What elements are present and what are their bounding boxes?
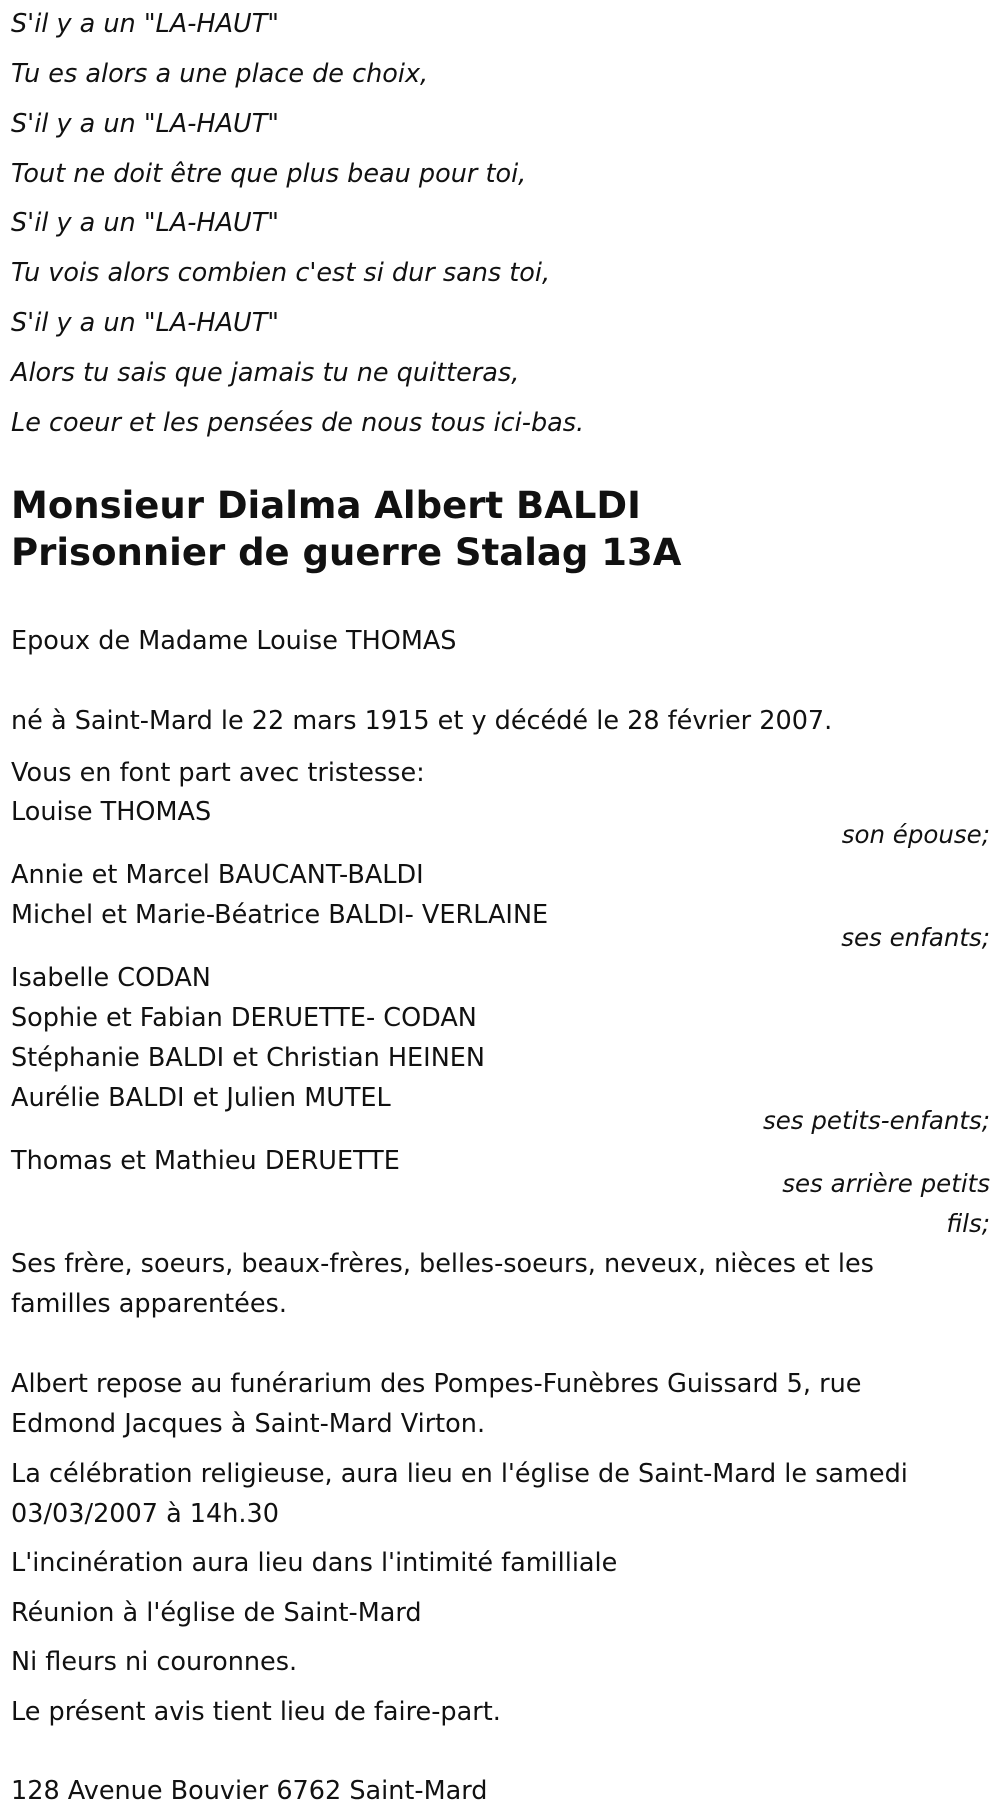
family-name: Isabelle CODAN [11,963,211,993]
family-role: ses arrière petits [782,1169,990,1198]
relatives-line: familles apparentées. [11,1289,287,1319]
poem-line: Alors tu sais que jamais tu ne quitteras, [11,358,520,388]
repose-line: Edmond Jacques à Saint-Mard Virton. [11,1409,486,1439]
cremation-line: L'incinération aura lieu dans l'intimité familliale [11,1548,618,1578]
poem-line: S'il y a un "LA-HAUT" [11,308,279,338]
meeting-line: Réunion à l'église de Saint-Mard [11,1598,422,1628]
relatives-line: Ses frère, soeurs, beaux-frères, belles-soeurs, neveux, nièces et les [11,1249,874,1279]
family-name: Sophie et Fabian DERUETTE- CODAN [11,1003,477,1033]
family-name: Stéphanie BALDI et Christian HEINEN [11,1043,485,1073]
poem-line: Le coeur et les pensées de nous tous ici-bas. [11,408,585,438]
deceased-subtitle: Prisonnier de guerre Stalag 13A [11,531,682,574]
family-role: fils; [946,1209,990,1238]
ceremony-line: 03/03/2007 à 14h.30 [11,1499,279,1529]
notice-line: Le présent avis tient lieu de faire-part. [11,1697,501,1727]
address-line: 128 Avenue Bouvier 6762 Saint-Mard [11,1776,488,1806]
poem-line: Tu vois alors combien c'est si dur sans toi, [11,258,551,288]
spouse-line: Epoux de Madame Louise THOMAS [11,626,457,656]
repose-line: Albert repose au funérarium des Pompes-Funèbres Guissard 5, rue [11,1369,862,1399]
flowers-line: Ni fleurs ni couronnes. [11,1647,298,1677]
family-name: Annie et Marcel BAUCANT-BALDI [11,860,424,890]
poem-line: S'il y a un "LA-HAUT" [11,109,279,139]
poem-line: S'il y a un "LA-HAUT" [11,208,279,238]
family-role: ses petits-enfants; [762,1106,990,1135]
poem-line: S'il y a un "LA-HAUT" [11,9,279,39]
family-name: Aurélie BALDI et Julien MUTEL [11,1083,391,1113]
poem-line: Tu es alors a une place de choix, [11,59,429,89]
family-name: Thomas et Mathieu DERUETTE [11,1146,400,1176]
family-role: ses enfants; [841,923,990,952]
poem-line: Tout ne doit être que plus beau pour toi, [11,159,527,189]
ceremony-line: La célébration religieuse, aura lieu en l'église de Saint-Mard le samedi [11,1459,908,1489]
deceased-name: Monsieur Dialma Albert BALDI [11,484,641,527]
family-role: son épouse; [841,820,990,849]
family-name: Louise THOMAS [11,797,212,827]
birth-death-line: né à Saint-Mard le 22 mars 1915 et y décédé le 28 février 2007. [11,706,833,736]
announce-line: Vous en font part avec tristesse: [11,758,425,788]
family-name: Michel et Marie-Béatrice BALDI- VERLAINE [11,900,549,930]
